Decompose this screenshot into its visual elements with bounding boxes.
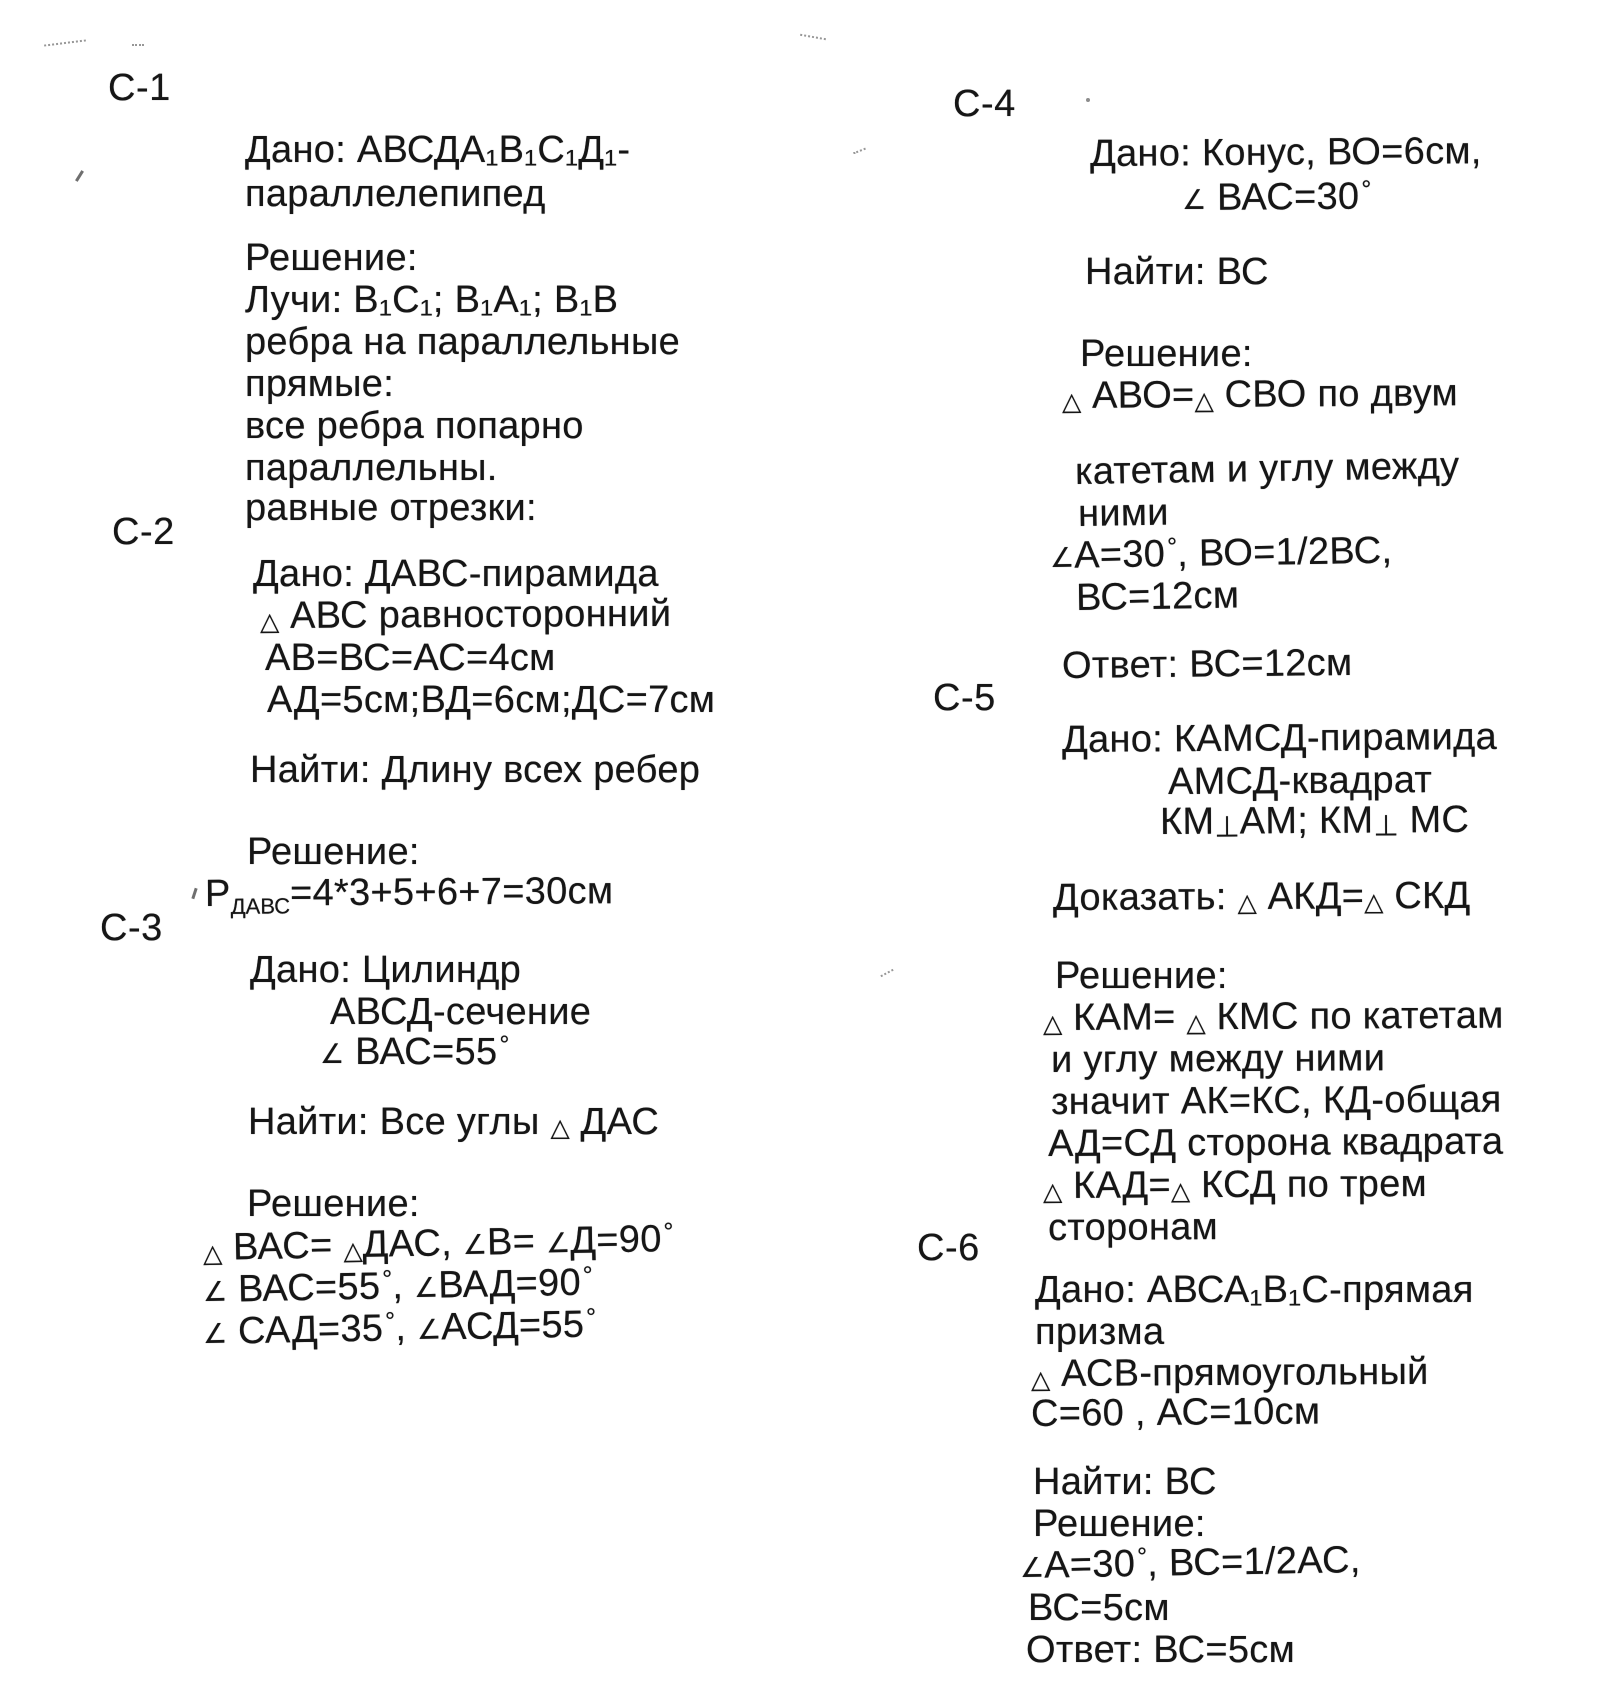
c5-line-5: Решение: bbox=[1055, 955, 1228, 997]
c4-line-9: ВС=12см bbox=[1075, 574, 1240, 619]
c2-line-5: Найти: Длину всех ребер bbox=[250, 749, 701, 791]
c1-line-5: ребра на параллельные bbox=[245, 321, 681, 363]
section-label-c3: С-3 bbox=[100, 907, 163, 949]
c5-line-9: АД=СД сторона квадрата bbox=[1047, 1120, 1504, 1165]
section-label-c4: С-4 bbox=[953, 83, 1016, 125]
c3-line-6: △ ВАС= △ДАС, ∠В= ∠Д=90° bbox=[202, 1217, 674, 1269]
c1-line-9: равные отрезки: bbox=[245, 487, 537, 529]
c1-line-4: Лучи: В₁С₁; В₁А₁; В₁В bbox=[245, 279, 619, 321]
c6-line-4: С=60 , АС=10см bbox=[1030, 1390, 1321, 1435]
c4-line-7: ними bbox=[1077, 491, 1170, 535]
perimeter-subscript: ДАВС bbox=[230, 893, 291, 919]
c5-line-8: значит АК=КС, КД-общая bbox=[1050, 1078, 1502, 1123]
c6-line-5: Найти: ВС bbox=[1033, 1461, 1217, 1503]
scan-artifact bbox=[75, 170, 84, 182]
c6-line-3: △ АСВ-прямоугольный bbox=[1030, 1350, 1429, 1395]
perimeter-base: Р bbox=[204, 872, 231, 915]
section-label-c5: С-5 bbox=[933, 677, 996, 719]
scan-artifact bbox=[44, 39, 86, 46]
c1-line-1: Дано: АВСДА₁В₁С₁Д₁- bbox=[245, 129, 631, 171]
c2-line-3: АВ=ВС=АС=4см bbox=[265, 637, 556, 679]
c1-line-2: параллелепипед bbox=[245, 173, 546, 215]
perimeter-value: =4*3+5+6+7=30см bbox=[289, 870, 614, 915]
c5-line-2: АМСД-квадрат bbox=[1167, 759, 1433, 803]
scan-artifact bbox=[132, 44, 144, 46]
scan-artifact bbox=[880, 969, 893, 977]
c4-line-6: катетам и углу между bbox=[1074, 444, 1460, 493]
c4-line-4: Решение: bbox=[1080, 333, 1253, 375]
c5-line-7: и углу между ними bbox=[1050, 1037, 1386, 1081]
c5-line-10: △ КАД=△ КСД по трем bbox=[1042, 1162, 1428, 1207]
c1-line-8: параллельны. bbox=[245, 447, 498, 489]
c3-line-3: ∠ ВАС=55° bbox=[320, 1031, 510, 1073]
c3-line-1: Дано: Цилиндр bbox=[250, 949, 522, 991]
c5-line-11: сторонам bbox=[1047, 1206, 1219, 1249]
c4-line-1: Дано: Конус, ВО=6см, bbox=[1089, 130, 1482, 175]
c4-line-10: Ответ: ВС=12см bbox=[1061, 641, 1353, 687]
c6-line-6: Решение: bbox=[1033, 1503, 1206, 1545]
c6-line-1: Дано: АВСА₁В₁С-прямая bbox=[1035, 1269, 1474, 1311]
c4-line-5: △ АВО=△ СВО по двум bbox=[1061, 372, 1459, 417]
c3-line-5: Решение: bbox=[247, 1183, 420, 1225]
c4-line-2: ∠ ВАС=30° bbox=[1181, 175, 1372, 219]
section-label-c6: С-6 bbox=[917, 1227, 980, 1269]
section-label-c2: С-2 bbox=[112, 511, 175, 553]
c1-line-6: прямые: bbox=[245, 363, 395, 405]
c5-line-4: Доказать: △ АКД=△ СКД bbox=[1052, 874, 1471, 919]
c5-line-3: КМ⊥АМ; КМ⊥ МС bbox=[1159, 798, 1470, 844]
c2-line-2: △ АВС равносторонний bbox=[259, 592, 672, 637]
c1-line-3: Решение: bbox=[245, 237, 418, 279]
c2-line-4: АД=5см;ВД=6см;ДС=7см bbox=[267, 679, 716, 721]
c2-line-1: Дано: ДАВС-пирамида bbox=[253, 553, 659, 595]
c3-line-4: Найти: Все углы △ ДАС bbox=[248, 1101, 660, 1143]
c2-perimeter-line bbox=[205, 869, 614, 929]
scan-artifact bbox=[1086, 98, 1090, 102]
c5-line-1: Дано: КАМСД-пирамида bbox=[1061, 715, 1498, 761]
c2-line-6: Решение: bbox=[247, 831, 420, 873]
c6-line-8: ВС=5см bbox=[1028, 1587, 1170, 1629]
section-label-c1: С-1 bbox=[108, 67, 171, 109]
c1-line-7: все ребра попарно bbox=[245, 405, 584, 447]
scan-artifact bbox=[191, 888, 197, 899]
c6-line-9: Ответ: ВС=5см bbox=[1026, 1629, 1295, 1671]
scan-artifact bbox=[853, 148, 866, 155]
scan-artifact bbox=[800, 34, 826, 40]
c4-line-8: ∠А=30°, ВО=1/2ВС, bbox=[1049, 529, 1393, 577]
c4-line-3: Найти: ВС bbox=[1085, 251, 1269, 293]
c6-line-2: призма bbox=[1035, 1311, 1165, 1353]
c5-line-6: △ КАМ= △ КМС по катетам bbox=[1042, 994, 1504, 1039]
c3-line-7: ∠ ВАС=55°, ∠ВАД=90° bbox=[202, 1261, 594, 1311]
c6-line-7: ∠А=30°, ВС=1/2АС, bbox=[1019, 1539, 1361, 1587]
c3-line-8: ∠ САД=35°, ∠АСД=55° bbox=[202, 1303, 597, 1353]
c3-line-2: АВСД-сечение bbox=[330, 991, 592, 1033]
